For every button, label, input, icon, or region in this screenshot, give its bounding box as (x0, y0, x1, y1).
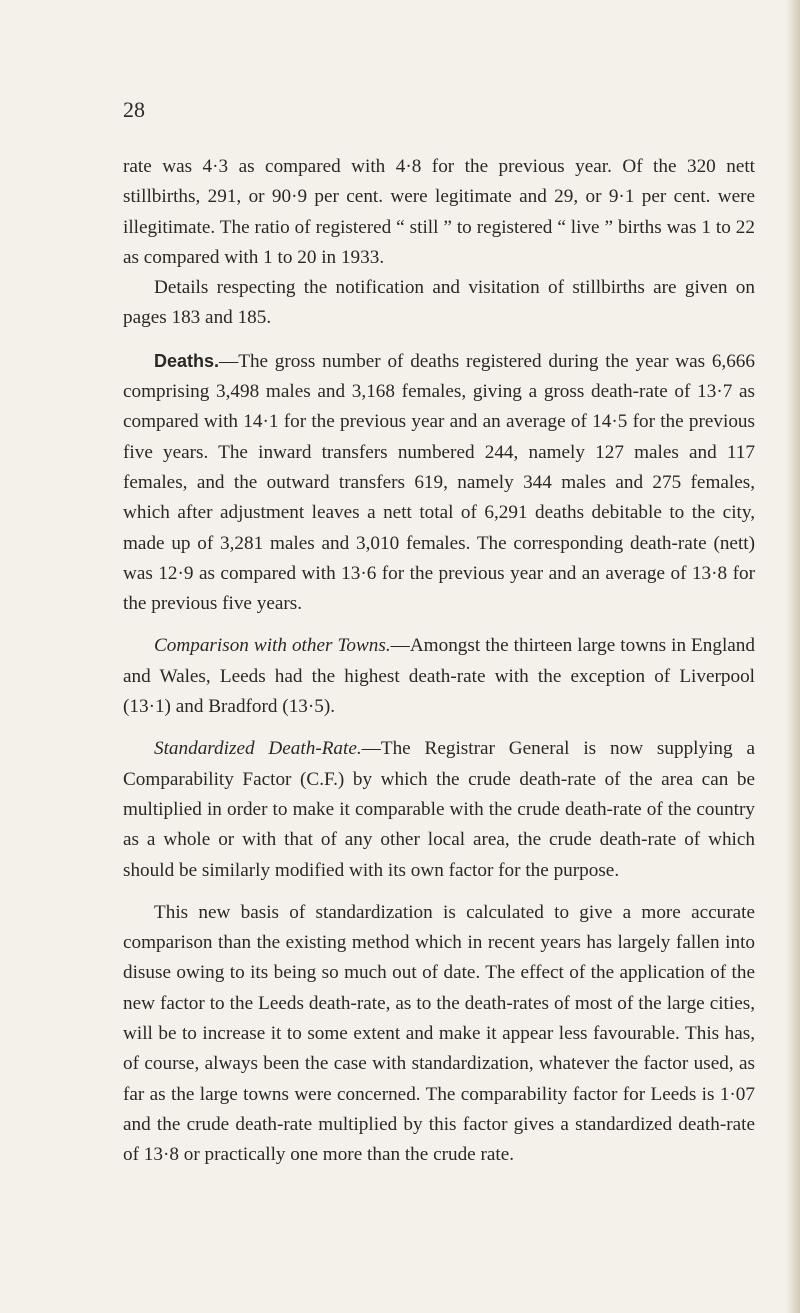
paragraph-text: This new basis of standardization is calculated to give a more accurate comparison than the existing method which in recent years has largely fallen into disuse owing to its being so much out of date. The effect of the application of the new factor to the Leeds death-rate, as to the death-rates of most of the large cities, will be to increase it to some extent and make it appear less favourable. This has, of course, always been the case with standardization, whatever the factor used, as far as the large towns were concerned. The comparability factor for Leeds is 1·07 and the crude death-rate multiplied by this factor gives a standardized death-rate of 13·8 or practically one more than the crude rate. (123, 901, 755, 1166)
paragraph-text: —Amongst the thirteen large towns in England and Wales, Leeds had the highest death-rate with the exception of Liverpool (13·1) and Bradford (13·5). (123, 635, 755, 718)
section-heading-deaths: Deaths. (154, 350, 220, 371)
page-edge-shadow (786, 0, 800, 1313)
paragraph-stillbirth-rate (123, 152, 755, 273)
paragraph-text: Details respecting the notification and visitation of stillbirths are given on pages 183 and 185. (123, 277, 755, 329)
paragraph-stillbirth-details (123, 273, 755, 334)
paragraph-standardization-basis (123, 898, 755, 1171)
paragraph-comparison-towns (123, 631, 755, 722)
page-number: 28 (123, 97, 145, 122)
section-heading-comparison: Comparison with other Towns. (154, 635, 391, 657)
paragraph-text: —The gross number of deaths registered during the year was 6,666 comprising 3,498 males and 3,168 females, giving a gross death-rate of 13·7 as compared with 14·1 for the previous year and an average of 14·5 for the previous five years. The inward transfers numbered 244, namely 127 males and 117 females, and the outward transfers 619, namely 344 males and 275 females, which after adjustment leaves a nett total of 6,291 deaths debitable to the city, made up of 3,281 males and 3,010 females. The corresponding death-rate (nett) was 12·9 as compared with 13·6 for the previous year and an average of 13·8 for the previous five years. (123, 350, 755, 615)
paragraph-deaths (123, 346, 755, 620)
paragraph-text: —The Registrar General is now supplying a Comparability Factor (C.F.) by which the crude death-rate of the area can be multiplied in order to make it comparable with the crude death-rate of the country as a whole or with that of any other local area, the crude death-rate of which should be similarly modified with its own factor for the purpose. (123, 738, 756, 881)
paragraph-standardized-rate (123, 734, 755, 885)
paragraph-text: rate was 4·3 as compared with 4·8 for the previous year. Of the 320 nett stillbirths, 291, or 90·9 per cent. were legitimate and 29, or 9·1 per cent. were illegitimate. The ratio of registered “ still ” to registered “ live ” births was 1 to 22 as compared with 1 to 20 in 1933. (123, 156, 755, 268)
body-text (123, 152, 755, 1171)
section-heading-standardized: Standardized Death-Rate. (154, 738, 362, 760)
